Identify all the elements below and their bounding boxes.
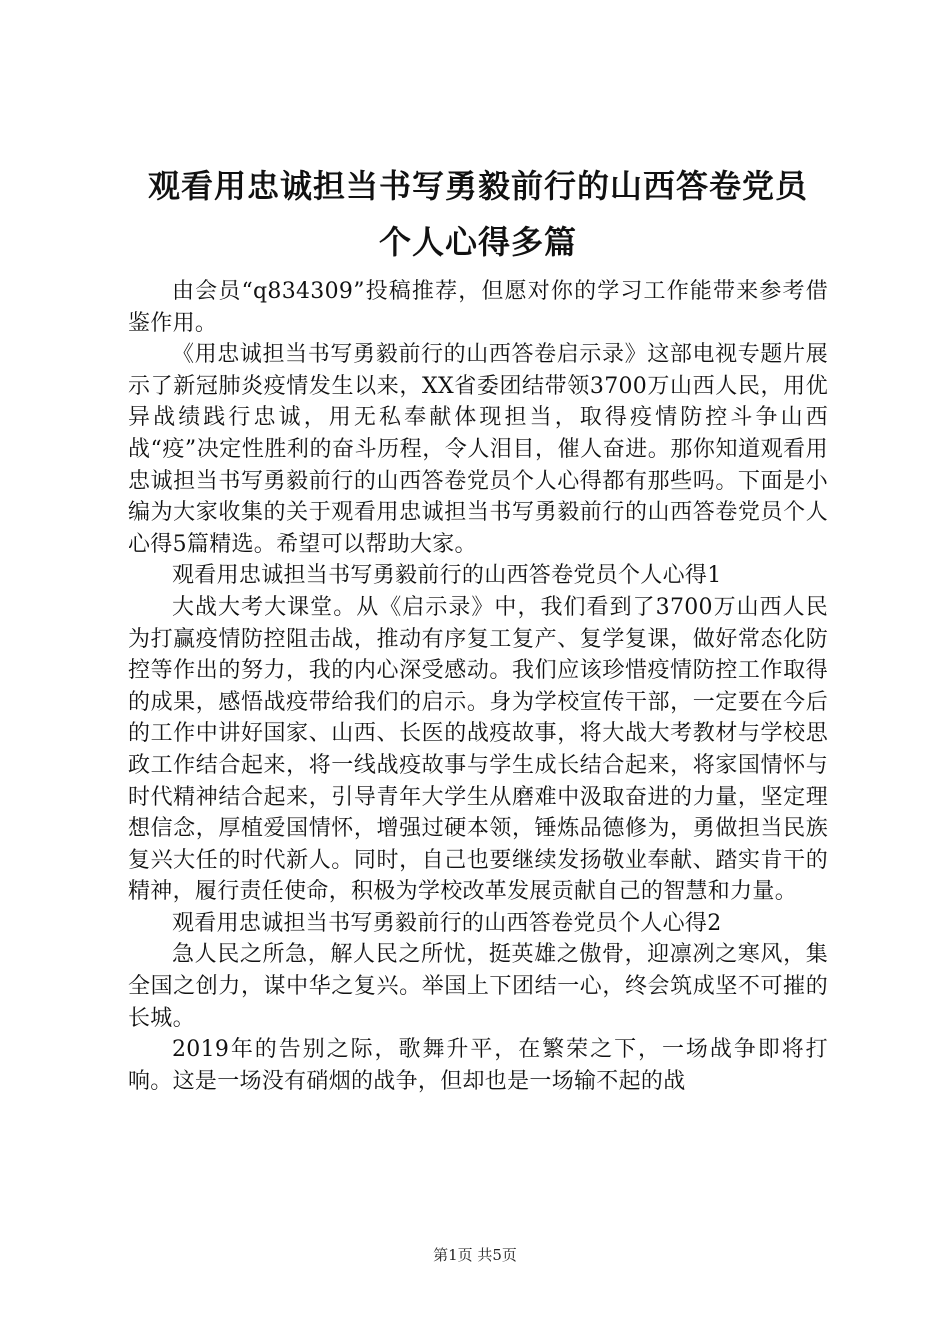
paragraph-section-2b: 2019年的告别之际，歌舞升平，在繁荣之下，一场战争即将打响。这是一场没有硝烟的战争，但却也是一场输不起的战 — [128, 1037, 828, 1094]
section-heading-1: 观看用忠诚担当书写勇毅前行的山西答卷党员个人心得1 — [172, 563, 722, 589]
title-line-1: 观看用忠诚担当书写勇毅前行的山西答卷党员 — [147, 167, 808, 205]
title-line-2: 个人心得多篇 — [378, 223, 577, 261]
paragraph-summary: 《用忠诚担当书写勇毅前行的山西答卷启示录》这部电视专题片展示了新冠肺炎疫情发生以来，XX省委团结带领3700万山西人民，用优异战绩践行忠诚，用无私奉献体现担当，取得疫情防控斗争山西战“疫”决定性胜利的奋斗历程，令人泪目，催人奋进。那你知道观看用忠诚担当书写勇毅前行的山西答卷党员个人心得都有那些吗。下面是小编为大家收集的关于观看用忠诚担当书写勇毅前行的山西答卷党员个人心得5篇精选。希望可以帮助大家。 — [128, 342, 828, 557]
paragraph-section-2a: 急人民之所急，解人民之所忧，挺英雄之傲骨，迎凛冽之寒风，集全国之创力，谋中华之复兴。举国上下团结一心，终会筑成坚不可摧的长城。 — [128, 942, 828, 1031]
document-page — [128, 158, 828, 1097]
paragraph-intro: 由会员“q834309”投稿推荐，但愿对你的学习工作能带来参考借鉴作用。 — [128, 279, 828, 336]
paragraph-section-1: 大战大考大课堂。从《启示录》中，我们看到了3700万山西人民为打赢疫情防控阻击战，推动有序复工复产、复学复课，做好常态化防控等作出的努力，我的内心深受感动。我们应该珍惜疫情防控工作取得的成果，感悟战疫带给我们的启示。身为学校宣传干部，一定要在今后的工作中讲好国家、山西、长医的战疫故事，将大战大考教材与学校思政工作结合起来，将一线战疫故事与学生成长结合起来，将家国情怀与时代精神结合起来，引导青年大学生从磨难中汲取奋进的力量，坚定理想信念，厚植爱国情怀，增强过硬本领，锤炼品德修为，勇做担当民族复兴大任的时代新人。同时，自己也要继续发扬敬业奉献、踏实肯干的精神，履行责任使命，积极为学校改革发展贡献自己的智慧和力量。 — [128, 594, 828, 905]
document-title — [128, 158, 828, 270]
document-body — [128, 276, 828, 1097]
section-heading-2: 观看用忠诚担当书写勇毅前行的山西答卷党员个人心得2 — [172, 910, 722, 936]
page-footer: 第1页 共5页 — [433, 1246, 517, 1264]
